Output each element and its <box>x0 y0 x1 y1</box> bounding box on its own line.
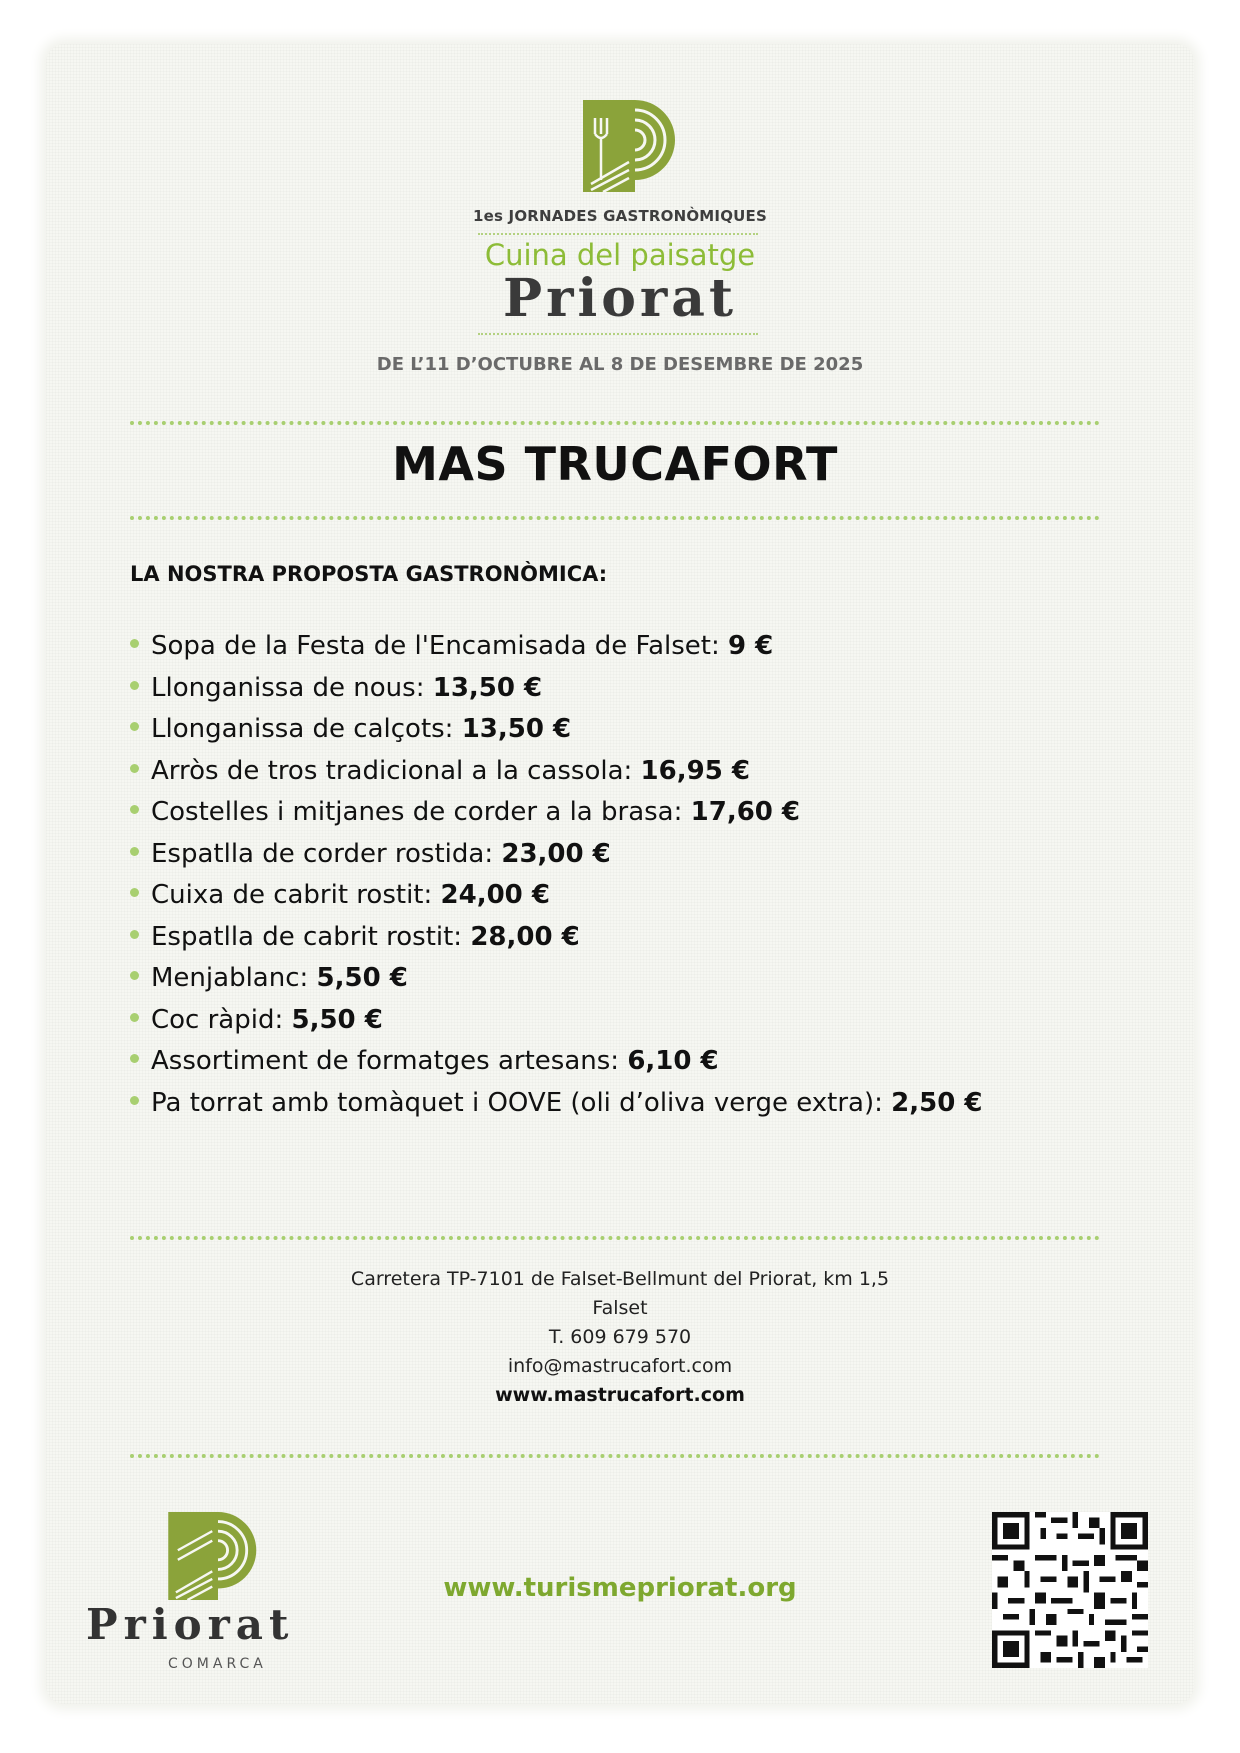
bullet <box>130 847 139 856</box>
contact-address: Carretera TP-7101 de Falset-Bellmunt del Priorat, km 1,5 <box>350 1268 890 1290</box>
contact-phone[interactable]: T. 609 679 570 <box>548 1326 692 1348</box>
divider <box>130 516 1100 520</box>
priorat-p-logo-icon <box>168 1512 268 1600</box>
contact-email[interactable]: info@mastrucafort.com <box>507 1355 733 1377</box>
menu-item-name: Llonganissa de calçots: <box>151 714 454 744</box>
menu-item-price: 2,50 € <box>891 1087 983 1118</box>
menu-item-price: 5,50 € <box>291 1004 383 1035</box>
divider <box>478 233 758 235</box>
list-item <box>130 1083 1130 1125</box>
event-subtitle: 1es JORNADES GASTRONÒMIQUES <box>473 207 767 225</box>
menu-item-name: Costelles i mitjanes de corder a la brasa: <box>151 797 683 827</box>
qr-code-icon[interactable] <box>992 1512 1148 1668</box>
restaurant-name: MAS TRUCAFORT <box>392 437 838 491</box>
bullet <box>130 1096 139 1105</box>
menu-item-price: 17,60 € <box>690 797 801 827</box>
menu-item-name: Espatlla de corder rostida: <box>151 838 494 869</box>
divider <box>130 421 1100 425</box>
menu-item-name: Pa torrat amb tomàquet i OOVE (oli d’oliva verge extra): <box>151 1087 883 1118</box>
list-item <box>130 709 1130 751</box>
menu-item-name: Menjablanc: <box>151 963 309 993</box>
menu-item-price: 24,00 € <box>440 880 550 910</box>
menu-item-name: Cuixa de cabrit rostit: <box>151 880 433 910</box>
bullet <box>130 1013 139 1022</box>
bullet <box>130 722 139 731</box>
list-item <box>130 751 1130 793</box>
contact-website[interactable]: www.mastrucafort.com <box>495 1384 745 1406</box>
bullet <box>130 888 139 897</box>
list-item <box>130 834 1130 876</box>
menu-item-price: 9 € <box>728 631 774 661</box>
menu-item-name: Sopa de la Festa de l'Encamisada de Falset: <box>151 631 720 661</box>
footer-region: COMARCA <box>168 1656 267 1672</box>
footer-brand: Priorat <box>86 1600 295 1649</box>
menu-item-price: 13,50 € <box>432 672 543 703</box>
bullet <box>130 639 139 648</box>
menu-heading: LA NOSTRA PROPOSTA GASTRONÒMICA: <box>130 562 608 586</box>
menu-item-price: 23,00 € <box>501 838 611 869</box>
bullet <box>130 930 139 939</box>
menu-item-name: Assortiment de formatges artesans: <box>151 1046 620 1076</box>
divider <box>478 333 758 335</box>
list-item <box>130 958 1130 1000</box>
event-tagline: Cuina del paisatge <box>484 238 756 272</box>
priorat-p-logo-icon <box>583 100 687 192</box>
menu-item-price: 5,50 € <box>316 963 408 993</box>
menu-item-name: Llonganissa de nous: <box>151 672 425 703</box>
menu-item-name: Arròs de tros tradicional a la cassola: <box>151 755 633 786</box>
list-item <box>130 792 1130 834</box>
bullet <box>130 764 139 773</box>
list-item <box>130 1041 1130 1083</box>
menu-item-name: Espatlla de cabrit rostit: <box>151 921 463 952</box>
divider <box>130 1454 1100 1458</box>
menu-item-price: 6,10 € <box>627 1046 719 1076</box>
menu-item-price: 28,00 € <box>470 921 580 952</box>
menu-list <box>130 626 1130 1124</box>
list-item <box>130 668 1130 710</box>
bullet <box>130 971 139 980</box>
bullet <box>130 1054 139 1063</box>
footer-website-link[interactable]: www.turismepriorat.org <box>443 1573 797 1603</box>
event-dates: DE L’11 D’OCTUBRE AL 8 DE DESEMBRE DE 2025 <box>376 354 864 375</box>
bullet <box>130 681 139 690</box>
list-item <box>130 917 1130 959</box>
list-item <box>130 875 1130 917</box>
list-item <box>130 626 1130 668</box>
menu-item-name: Coc ràpid: <box>151 1004 284 1035</box>
event-brand: Priorat <box>502 268 738 329</box>
contact-block <box>270 1265 970 1410</box>
contact-town: Falset <box>592 1297 648 1319</box>
list-item <box>130 1000 1130 1042</box>
bullet <box>130 805 139 814</box>
divider <box>130 1236 1100 1240</box>
menu-item-price: 16,95 € <box>640 755 750 786</box>
menu-item-price: 13,50 € <box>461 714 572 744</box>
